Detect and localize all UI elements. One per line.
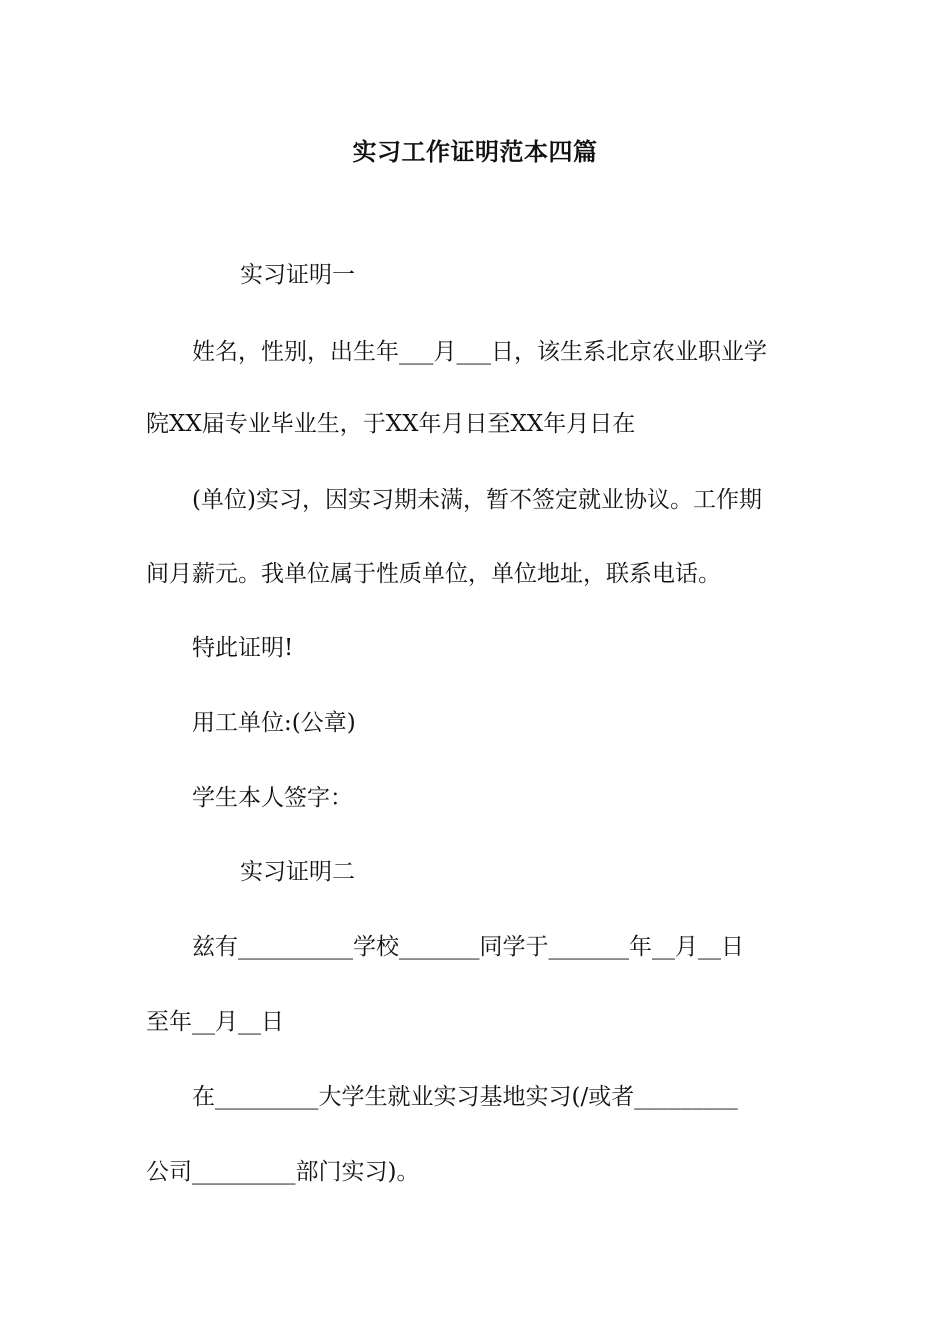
document-title: 实习工作证明范本四篇 [352,137,598,166]
section-heading-1: 实习证明一 [240,262,355,288]
paragraph-line: 用工单位:(公章) [192,710,356,736]
paragraph-line: 间月薪元。我单位属于性质单位，单位地址，联系电话。 [146,561,721,587]
paragraph-line: 特此证明! [192,635,294,661]
paragraph-line: 姓名，性别，出生年___月___日，该生系北京农业职业学 [192,339,767,365]
section-heading-2: 实习证明二 [240,859,355,885]
paragraph-line: 院XX届专业毕业生，于XX年月日至XX年月日在 [146,411,636,437]
paragraph-line: 学生本人签字： [192,785,353,811]
paragraph-line: 在_________大学生就业实习基地实习(/或者_________ [192,1084,738,1110]
paragraph-line: 至年__月__日 [146,1009,284,1035]
paragraph-line: (单位)实习，因实习期未满，暂不签定就业协议。工作期 [192,487,762,513]
paragraph-line: 兹有__________学校_______同学于_______年__月__日 [192,934,744,960]
paragraph-line: 公司_________部门实习)。 [146,1159,420,1185]
